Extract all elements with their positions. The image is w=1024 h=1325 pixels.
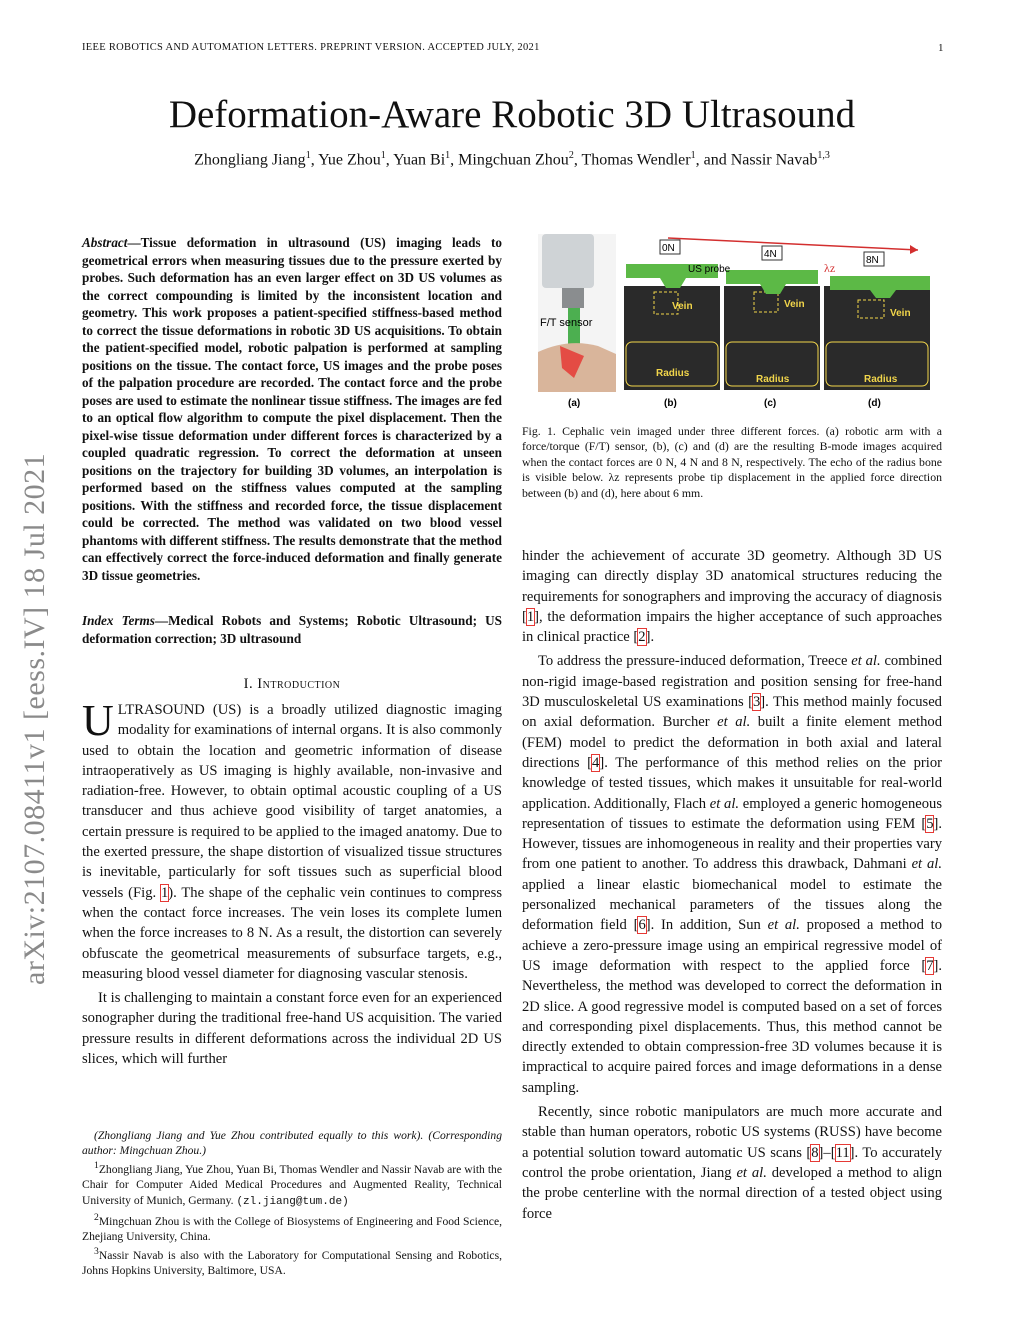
index-terms-label: Index Terms [82,613,155,628]
right-paragraph-2: Recently, since robotic manipulators are much more accurate and stable than human operators, robotic US systems (RUSS) have become a potential solution toward automatic US scans [8]–[11]. To accurately control the probe orientation, Jiang et al. developed a method to align the probe centerline with the normal direction of a tested object using force [522,1104,943,1222]
vein-label-b: Vein [672,301,693,312]
citation-2[interactable]: 2 [638,629,646,646]
sensor-label: F/T sensor [540,317,593,329]
figure-1-graphic [538,234,942,414]
fn2-mark: 2 [94,1211,99,1223]
abstract-text: —Tissue deformation in ultrasound (US) imaging leads to geometrical errors when measuring tissues due to the pressure exerted by probes. Such deformation has an even larger effect on 3D US volumes as the correct compounding is limited by the inconsistent location and geometry. This work proposes a patient-specified stiffness-based method to correct the tissue deformations in robotic 3D US acquisitions. To obtain the patient-specified model, robotic palpation is performed at sampling positions on the tissue. The contact force, US images and the probe poses of the palpation procedure are recorded. The contact force and the probe poses are used to estimate the nonlinear tissue stiffness. The images are fed to an optical flow algorithm to compute the pixel displacement. Then the pixel-wise tissue deformation under different forces is characterized by a coupled quadratic regression. To correct the deformation at unseen positions on the trajectory for building 3D volumes, an interpolation is performed based on the stiffness values computed at the sampling positions. With the stiffness and recorded force, the tissue displacement could be corrected. The method was validated on two blood vessel phantoms with different stiffness. The results demonstrate that the method can effectively correct the force-induced deformation and finally generate 3D tissue geometries. [82,235,502,583]
index-terms-text: —Medical Robots and Systems; Robotic Ultrasound; US deformation correction; 3D ultrasound [82,613,503,646]
author-separator: , and [695,151,731,169]
author-name: Yue Zhou [318,151,381,169]
author-list [0,150,1024,169]
right-paragraph-1: To address the pressure-induced deformation, Treece et al. combined non-rigid image-based registration and position sensing for free-hand 3D musculoskeletal US examinations [3]. This method mainly focused on axial deformation. Burcher et al. built a finite element method (FEM) model to predict the deformation in both axial and lateral directions [4]. The performance of this method relies on the prior knowledge of tested tissues, which makes it unsuitable for real-world application. Additionally, Flach et al. employed a generic homogeneous representation of tissues to estimate the deformation using FEM [5]. However, tissues are inhomogeneous in reality and their properties vary from one patient to another. To address this drawback, Dahmani et al. applied a linear elastic biomechanical model to estimate the personalized mechanical parameters of the tissues along the deformation field [6]. In addition, Sun et al. proposed a method to achieve a zero-pressure image using an empirical regressive model of US image deformation with respect to the applied force [7]. Nevertheless, the method was developed to correct the deformation in 2D slice. A good regressive model is computed based on a set of forces and corresponding pixel displacements. Thus, this method cannot be directly extended to obtain compression-free 3D volumes because it is impractical to acquire paired forces and image deformations in a dense sampling. [522,653,942,1096]
footnote-2 [82,1210,502,1244]
citation-5[interactable]: 5 [926,815,934,832]
figure-ref-link[interactable]: 1 [160,884,169,901]
author-name: Nassir Navab [730,151,818,169]
lambda-label: λz [824,261,836,275]
force-label-8: 8N [866,255,879,266]
us-panel-c [724,286,820,390]
citation-3[interactable]: 3 [753,694,761,711]
author-affiliation: 2 [568,150,574,161]
author-separator: , [310,151,319,169]
running-head: IEEE ROBOTICS AND AUTOMATION LETTERS. PREPRINT VERSION. ACCEPTED JULY, 2021 [82,42,540,53]
dropcap: U [82,696,114,745]
author-affiliation: 1 [690,150,696,161]
footnotes [82,1128,502,1278]
citation-1[interactable]: 1 [526,608,535,625]
force-label-4: 4N [764,249,777,260]
robot-arm [542,234,594,288]
fn3-text: Nassir Navab is also with the Laboratory for Computational Sensing and Robotics, Johns Hopkins University, Baltimore, USA. [82,1249,502,1278]
panel-label-d: (d) [868,398,881,409]
intro-paragraph-1 [82,696,503,984]
citation-6[interactable]: 6 [638,917,646,934]
citation-4[interactable]: 4 [592,754,600,771]
author-separator: , [573,151,582,169]
intro-p1: (US) is a broadly utilized diagnostic imaging modality for examinations of internal organs. It is also commonly used to obtain the location and geometric information of disease intraoperatively as US imaging is highly available, non-invasive and radiation-free. However, to obtain optimal acoustic coupling of a US transducer and thus achieve good visibility of target anatomies, a certain pressure is required to be applied to the imaged anatomy. Due to the exerted pressure, the shape distortion of visualized tissue structures is inevitable, particularly for soft tissues such as superficial blood vessels (Fig. [82,702,502,901]
footnote-3 [82,1244,502,1278]
right-paragraph-0: hinder the achievement of accurate 3D geometry. Although 3D US imaging can directly display 3D anatomical structures reducing the requirements for sonographers and improving the accuracy of diagnosis [1], the deformation impairs the higher acceptance of such approaches in clinical practice [2]. [522,548,942,646]
us-panel-b [624,286,720,390]
author-separator: , [450,151,459,169]
section-heading [82,676,502,693]
ft-sensor [562,288,584,308]
us-panel-d [824,286,930,390]
intro-text [82,696,503,1069]
fn3-mark: 3 [94,1246,99,1258]
radius-label-d: Radius [864,374,898,385]
author-name: Zhongliang Jiang [194,151,306,169]
panel-label-a: (a) [568,398,581,409]
arxiv-stamp[interactable]: arXiv:2107.08411v1 [eess.IV] 18 Jul 2021 [18,452,51,985]
abstract [82,234,502,584]
right-column-text [522,546,942,1224]
radius-label-b: Radius [656,368,690,379]
section-title: Introduction [257,676,341,692]
fn1-email[interactable]: (zl.jiang@tum.de) [236,1195,349,1208]
author-affiliation: 1 [305,150,311,161]
panel-label-b: (b) [664,398,677,409]
probe-label: US probe [688,264,731,275]
author-name: Mingchuan Zhou [458,151,569,169]
footnote-1 [82,1158,502,1209]
force-label-0: 0N [662,243,675,254]
intro-lead: LTRASOUND [117,702,205,718]
page-number: 1 [938,42,944,54]
figure-1 [538,234,942,414]
figure-caption: Fig. 1. Cephalic vein imaged under three different forces. (a) robotic arm with a force/torque (F/T) sensor, (b), (c) and (d) are the resulting B-mode images acquired when the contact forces are 0 N, 4 N and 8 N, respectively. The echo of the radius bone is visible below. λz represents probe tip displacement in the applied force direction between (b) and (d), here about 6 mm. [522,424,942,500]
author-affiliation: 1 [380,150,386,161]
force-arrowhead [910,245,918,254]
citation-8[interactable]: 8 [811,1144,819,1161]
author-affiliation: 1,3 [817,150,830,161]
author-name: Yuan Bi [393,151,446,169]
section-number: I. [243,676,254,692]
abstract-label: Abstract [82,235,128,250]
index-terms [82,612,502,647]
panel-label-c: (c) [764,398,777,409]
paper-title: Deformation-Aware Robotic 3D Ultrasound [168,93,856,136]
footnote-contrib: (Zhongliang Jiang and Yue Zhou contributed equally to this work). (Corresponding author: Mingchuan Zhou.) [82,1129,502,1158]
fn1-mark: 1 [94,1160,99,1172]
vein-label-c: Vein [784,299,805,310]
citation-7[interactable]: 7 [926,957,934,974]
citation-11[interactable]: 11 [835,1144,850,1161]
author-name: Thomas Wendler [581,151,691,169]
intro-p1-end: ). The shape of the cephalic vein continues to compress when the contact force increases. The vein loses its complete lumen when the force increases to 8 N. As a result, the distortion can severely obfuscate the geometrical measurements of subsurface targets, e.g., measuring blood vessel diameter for diagnosing vascular stenosis. [82,884,503,982]
intro-paragraph-2: It is challenging to maintain a constant force even for an experienced sonographer during the traditional free-hand US acquisition. The varied pressure results in different deformations across the individual 2D US slices, which will further [82,990,502,1068]
force-arrow [668,238,918,250]
author-separator: , [385,151,394,169]
vein-label-d: Vein [890,308,911,319]
author-affiliation: 1 [445,150,451,161]
radius-label-c: Radius [756,374,790,385]
fn1-text: Zhongliang Jiang, Yue Zhou, Yuan Bi, Thomas Wendler and Nassir Navab are with the Chair for Computer Aided Medical Procedures and Augmented Reality, Technical University of Munich, Germany. [82,1163,502,1207]
fn2-text: Mingchuan Zhou is with the College of Biosystems of Engineering and Food Science, Zhejiang University, China. [82,1214,502,1243]
